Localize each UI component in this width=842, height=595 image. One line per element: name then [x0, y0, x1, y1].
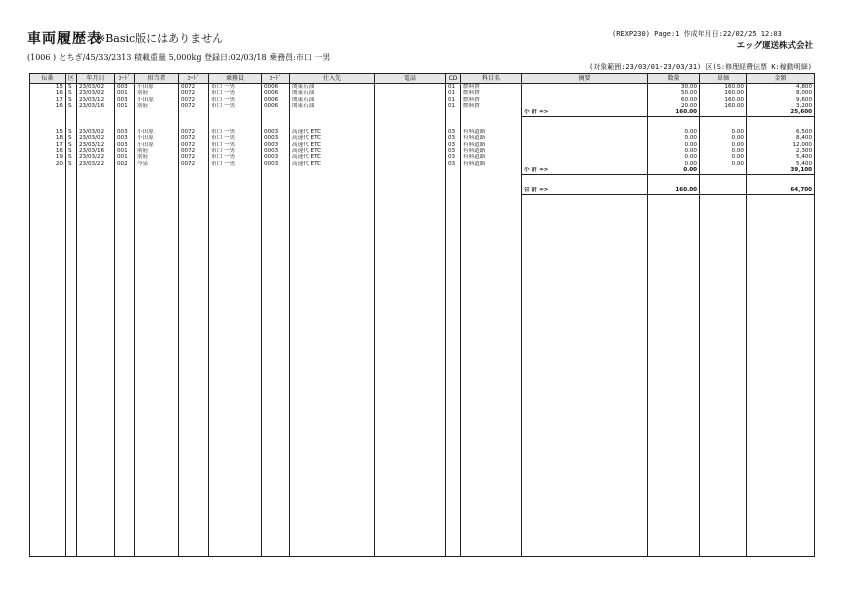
- table-header: [30, 74, 815, 84]
- table-cell: [375, 84, 446, 91]
- table-cell: 燃料費: [461, 97, 522, 103]
- report-subtitle: ※Basic版にはありません: [96, 32, 224, 45]
- table-cell: 高速代 ETC: [290, 135, 375, 141]
- table-cell: [461, 174, 522, 187]
- table-cell: 0072: [179, 142, 209, 148]
- table-cell: [115, 187, 135, 195]
- column-header: 数量: [648, 74, 700, 84]
- empty-row: [30, 194, 815, 556]
- table-cell: 001: [115, 103, 135, 109]
- table-cell: 有料道路: [461, 154, 522, 160]
- table-cell: 30.00: [648, 84, 700, 91]
- table-cell: [262, 187, 290, 195]
- table-cell: [375, 187, 446, 195]
- table-cell: [66, 167, 77, 175]
- table-cell: 5,400: [747, 154, 815, 160]
- target-range: (対象範囲:23/03/01-23/03/31) 区(S:修理経費伝票 K:稼動明細): [588, 63, 812, 71]
- table-cell: [209, 117, 262, 130]
- table-cell: 16: [30, 103, 66, 109]
- table-cell: [700, 194, 747, 556]
- table-cell: [66, 117, 77, 130]
- table-cell: [179, 187, 209, 195]
- table-cell: 3,200: [747, 103, 815, 109]
- table-cell: [700, 117, 747, 130]
- table-cell: 8,400: [747, 135, 815, 141]
- table-cell: S: [66, 154, 77, 160]
- table-cell: S: [66, 148, 77, 154]
- table-cell: 001: [115, 148, 135, 154]
- table-cell: 0003: [262, 154, 290, 160]
- table-cell: 01: [446, 103, 461, 109]
- table-cell: 0072: [179, 161, 209, 167]
- table-cell: 23/03/16: [77, 148, 115, 154]
- table-cell: 高速代 ETC: [290, 148, 375, 154]
- table-cell: 12,000: [747, 142, 815, 148]
- table-cell: 0072: [179, 148, 209, 154]
- table-cell: [30, 109, 66, 117]
- table-cell: 小田原: [135, 129, 179, 135]
- table-cell: 小田原: [135, 135, 179, 141]
- report-info: (REXP230) Page:1 作成年月日:22/02/25 12:03: [612, 30, 782, 38]
- table-cell: 市口 一男: [209, 135, 262, 141]
- table-cell: S: [66, 84, 77, 91]
- table-cell: [30, 167, 66, 175]
- table-cell: [135, 167, 179, 175]
- table-cell: [115, 109, 135, 117]
- column-header: 金額: [747, 74, 815, 84]
- table-cell: 0003: [262, 135, 290, 141]
- table-cell: [115, 167, 135, 175]
- table-cell: 001: [115, 90, 135, 96]
- table-cell: 0.00: [648, 129, 700, 135]
- table-cell: [135, 187, 179, 195]
- column-header: 区: [66, 74, 77, 84]
- table-cell: [446, 174, 461, 187]
- table-cell: [77, 167, 115, 175]
- table-cell: 高速代 ETC: [290, 161, 375, 167]
- table-cell: 関東石油: [290, 84, 375, 91]
- table-cell: 0006: [262, 103, 290, 109]
- table-cell: [461, 187, 522, 195]
- table-cell: [461, 167, 522, 175]
- table-cell: 17: [30, 97, 66, 103]
- table-cell: 16: [30, 148, 66, 154]
- table-cell: 0072: [179, 135, 209, 141]
- table-cell: 0072: [179, 154, 209, 160]
- table-cell: [77, 117, 115, 130]
- table-cell: 23/03/16: [77, 103, 115, 109]
- table-cell: 0072: [179, 129, 209, 135]
- table-cell: [375, 109, 446, 117]
- table-cell: 0.00: [700, 142, 747, 148]
- table-cell: [290, 167, 375, 175]
- table-cell: 燃料費: [461, 90, 522, 96]
- table-cell: [262, 109, 290, 117]
- company-name: エッグ運送株式会社: [736, 41, 813, 51]
- table-cell: [446, 194, 461, 556]
- column-header: 科目名: [461, 74, 522, 84]
- table-cell: [135, 117, 179, 130]
- table-cell: 01: [446, 84, 461, 91]
- table-cell: [461, 109, 522, 117]
- column-header: CD: [446, 74, 461, 84]
- table-cell: 20: [30, 161, 66, 167]
- table-cell: [135, 194, 179, 556]
- table-cell: 17: [30, 142, 66, 148]
- table-cell: 23/03/02: [77, 129, 115, 135]
- table-cell: 別府: [135, 154, 179, 160]
- column-header: 年月日: [77, 74, 115, 84]
- table-cell: [446, 187, 461, 195]
- table-cell: [262, 167, 290, 175]
- table-cell: S: [66, 135, 77, 141]
- table-cell: S: [66, 90, 77, 96]
- table-cell: 4,800: [747, 84, 815, 91]
- table-cell: [461, 117, 522, 130]
- table-cell: [375, 174, 446, 187]
- table-cell: [375, 167, 446, 175]
- table-cell: [77, 174, 115, 187]
- table-cell: [115, 174, 135, 187]
- table-cell: 0.00: [700, 154, 747, 160]
- table-cell: [66, 174, 77, 187]
- table-cell: 0003: [262, 129, 290, 135]
- table-cell: 03: [446, 154, 461, 160]
- table-cell: 0.00: [648, 148, 700, 154]
- column-header: 電話: [375, 74, 446, 84]
- table-cell: 市口 一男: [209, 90, 262, 96]
- table-cell: 003: [115, 135, 135, 141]
- table-cell: 003: [115, 129, 135, 135]
- table-cell: 003: [115, 97, 135, 103]
- table-cell: 市口 一男: [209, 154, 262, 160]
- table-body: [30, 84, 815, 557]
- table-cell: 160.00: [648, 109, 700, 117]
- table-cell: [648, 174, 700, 187]
- table-row: [30, 84, 815, 91]
- table-cell: 有料道路: [461, 135, 522, 141]
- table-cell: 0072: [179, 103, 209, 109]
- table-cell: [648, 117, 700, 130]
- table-cell: 0.00: [648, 154, 700, 160]
- table-cell: [209, 167, 262, 175]
- table-cell: 市口 一男: [209, 129, 262, 135]
- table-cell: 高速代 ETC: [290, 142, 375, 148]
- table-cell: 160.00: [700, 84, 747, 91]
- table-cell: 0.00: [700, 148, 747, 154]
- table-cell: 小 計 =>: [522, 167, 648, 175]
- table-cell: 0.00: [648, 167, 700, 175]
- table-cell: 有料道路: [461, 148, 522, 154]
- table-cell: [135, 109, 179, 117]
- table-cell: 別府: [135, 103, 179, 109]
- column-header: 伝番: [30, 74, 66, 84]
- table-cell: [66, 187, 77, 195]
- table-cell: [461, 194, 522, 556]
- table-cell: [747, 194, 815, 556]
- table-cell: 0072: [179, 90, 209, 96]
- table-cell: 関東石油: [290, 97, 375, 103]
- table-cell: 23/03/12: [77, 97, 115, 103]
- table-cell: 003: [115, 84, 135, 91]
- table-cell: 別府: [135, 90, 179, 96]
- column-header: ｺｰﾄﾞ: [179, 74, 209, 84]
- vehicle-info: (1006 ) とちぎ/45/33/2313 積載重量 5,000kg 登録日:02/03/18 乗務員:市口 一男: [27, 53, 331, 62]
- table-cell: 市口 一男: [209, 161, 262, 167]
- subtotal-row: [30, 167, 815, 175]
- table-cell: [209, 109, 262, 117]
- column-header: 乗務員: [209, 74, 262, 84]
- subtotal-row: [30, 109, 815, 117]
- table-cell: [66, 194, 77, 556]
- table-cell: 合 計 =>: [522, 187, 648, 195]
- table-cell: 39,100: [747, 167, 815, 175]
- table-cell: 160.00: [648, 187, 700, 195]
- table-cell: [209, 174, 262, 187]
- table-cell: [700, 187, 747, 195]
- table-cell: 20.00: [648, 103, 700, 109]
- table-cell: S: [66, 142, 77, 148]
- table-cell: 15: [30, 129, 66, 135]
- table-cell: 0006: [262, 97, 290, 103]
- table-cell: [179, 194, 209, 556]
- table-cell: 16: [30, 90, 66, 96]
- table-cell: [446, 167, 461, 175]
- table-cell: [375, 117, 446, 130]
- table-cell: 160.00: [700, 97, 747, 103]
- table-cell: [375, 194, 446, 556]
- table-cell: 市口 一男: [209, 97, 262, 103]
- table-cell: 001: [115, 154, 135, 160]
- table-cell: 8,000: [747, 90, 815, 96]
- table-cell: [209, 187, 262, 195]
- table-cell: 市口 一男: [209, 103, 262, 109]
- table-cell: 9,600: [747, 97, 815, 103]
- table-cell: 03: [446, 161, 461, 167]
- table-cell: [115, 117, 135, 130]
- table-cell: 0003: [262, 148, 290, 154]
- table-cell: [66, 109, 77, 117]
- table-cell: 有料道路: [461, 129, 522, 135]
- grand-total-row: [30, 187, 815, 195]
- table-cell: S: [66, 129, 77, 135]
- table-cell: 有料道路: [461, 142, 522, 148]
- table-cell: 60.00: [648, 97, 700, 103]
- table-cell: [700, 109, 747, 117]
- table-cell: 0072: [179, 97, 209, 103]
- table-cell: 002: [115, 161, 135, 167]
- table-cell: 50.00: [648, 90, 700, 96]
- table-cell: 23/03/02: [77, 90, 115, 96]
- table-cell: 0006: [262, 84, 290, 91]
- table-cell: [30, 117, 66, 130]
- table-cell: 市口 一男: [209, 142, 262, 148]
- table-cell: [290, 109, 375, 117]
- table-cell: 003: [115, 142, 135, 148]
- table-cell: 別府: [135, 148, 179, 154]
- table-cell: 03: [446, 129, 461, 135]
- header-row: [30, 74, 815, 84]
- column-header: ｺｰﾄﾞ: [262, 74, 290, 84]
- table-cell: 23/03/12: [77, 142, 115, 148]
- table-cell: [522, 84, 648, 91]
- table-cell: 小 計 =>: [522, 109, 648, 117]
- table-cell: 25,600: [747, 109, 815, 117]
- table-cell: 高速代 ETC: [290, 129, 375, 135]
- table-cell: 0.00: [648, 161, 700, 167]
- table-cell: 小田原: [135, 142, 179, 148]
- table-cell: 有料道路: [461, 161, 522, 167]
- table-cell: [77, 187, 115, 195]
- column-header: 単価: [700, 74, 747, 84]
- table-cell: 市口 一男: [209, 148, 262, 154]
- table-cell: [446, 117, 461, 130]
- table-cell: [115, 194, 135, 556]
- table-cell: 燃料費: [461, 84, 522, 91]
- table-cell: 0.00: [700, 135, 747, 141]
- table-cell: 18: [30, 135, 66, 141]
- table-cell: 今泉: [135, 161, 179, 167]
- table-cell: 0003: [262, 161, 290, 167]
- table-cell: [179, 174, 209, 187]
- table-cell: [179, 117, 209, 130]
- table-cell: [290, 174, 375, 187]
- table-cell: 03: [446, 148, 461, 154]
- table-cell: S: [66, 97, 77, 103]
- column-header: 仕入先: [290, 74, 375, 84]
- table-cell: [700, 167, 747, 175]
- table-cell: 市口 一男: [209, 84, 262, 91]
- table-cell: [522, 194, 648, 556]
- table-cell: 0006: [262, 90, 290, 96]
- table-cell: [262, 117, 290, 130]
- table-cell: [747, 117, 815, 130]
- table-cell: [747, 174, 815, 187]
- table-cell: 関東石油: [290, 103, 375, 109]
- table-cell: [648, 194, 700, 556]
- table-cell: 01: [446, 90, 461, 96]
- table-cell: 23/03/02: [77, 84, 115, 91]
- table-cell: 23/03/22: [77, 161, 115, 167]
- table-cell: [290, 194, 375, 556]
- table-cell: 小田原: [135, 97, 179, 103]
- table-cell: [262, 194, 290, 556]
- table-cell: 0072: [179, 84, 209, 91]
- table-cell: 燃料費: [461, 103, 522, 109]
- table-cell: [700, 174, 747, 187]
- table-cell: 03: [446, 135, 461, 141]
- report-title: 車両履歴表: [27, 31, 102, 47]
- table-cell: 6,500: [747, 129, 815, 135]
- history-table: [29, 73, 815, 557]
- table-cell: 0.00: [648, 135, 700, 141]
- table-cell: 23/03/02: [77, 135, 115, 141]
- table-cell: S: [66, 103, 77, 109]
- table-cell: 2,300: [747, 148, 815, 154]
- spacer-row: [30, 117, 815, 130]
- table-cell: [77, 194, 115, 556]
- table-cell: [522, 174, 648, 187]
- table-cell: [262, 174, 290, 187]
- table-cell: 64,700: [747, 187, 815, 195]
- table-cell: 0.00: [700, 161, 747, 167]
- table-cell: [290, 187, 375, 195]
- table-cell: 19: [30, 154, 66, 160]
- table-cell: 160.00: [700, 103, 747, 109]
- table-cell: [209, 194, 262, 556]
- table-cell: [290, 117, 375, 130]
- table-cell: 03: [446, 142, 461, 148]
- table-cell: 15: [30, 84, 66, 91]
- spacer-row: [30, 174, 815, 187]
- table-cell: 関東石油: [290, 90, 375, 96]
- table-cell: [135, 174, 179, 187]
- column-header: ｺｰﾄﾞ: [115, 74, 135, 84]
- table-cell: 5,400: [747, 161, 815, 167]
- table-cell: 0003: [262, 142, 290, 148]
- table-cell: 160.00: [700, 90, 747, 96]
- table-cell: 高速代 ETC: [290, 154, 375, 160]
- table-cell: [179, 167, 209, 175]
- column-header: 摘要: [522, 74, 648, 84]
- table-cell: 小田原: [135, 84, 179, 91]
- table-cell: [446, 109, 461, 117]
- table-cell: 0.00: [700, 129, 747, 135]
- table-cell: [30, 194, 66, 556]
- table-cell: [30, 174, 66, 187]
- table-cell: 01: [446, 97, 461, 103]
- table-cell: [30, 187, 66, 195]
- table-cell: 23/03/22: [77, 154, 115, 160]
- table-cell: S: [66, 161, 77, 167]
- table-cell: [179, 109, 209, 117]
- table-cell: [77, 109, 115, 117]
- table-cell: 0.00: [648, 142, 700, 148]
- column-header: 担当者: [135, 74, 179, 84]
- table-cell: [522, 117, 648, 130]
